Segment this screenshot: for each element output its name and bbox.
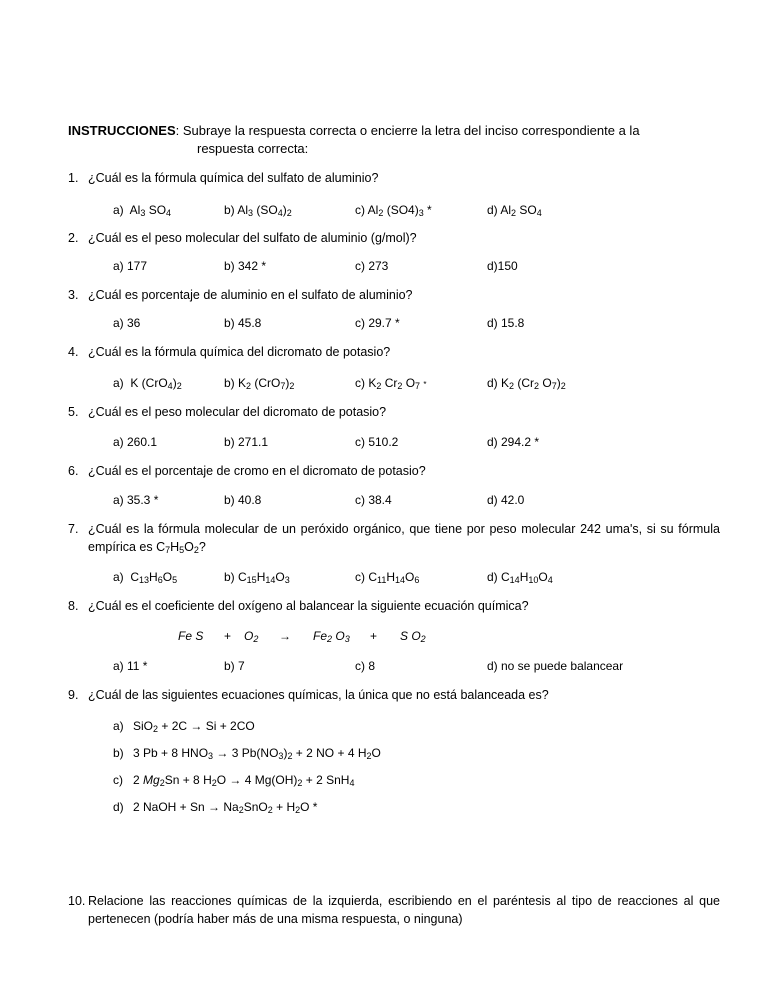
option-c[interactable]: c) 38.4 bbox=[355, 493, 392, 507]
option-d[interactable]: d)150 bbox=[487, 259, 518, 273]
eq-plus: + bbox=[224, 629, 232, 643]
option-c[interactable]: c) $C_{11}H_{14}O_6$ bbox=[355, 570, 420, 585]
option-c[interactable]: c) 273 bbox=[355, 259, 389, 273]
option-b[interactable]: b) 271.1 bbox=[224, 435, 269, 449]
question-7: 7. ¿Cuál es la fórmula molecular de un peróxido orgánico, que tiene por peso molecular 242 uma's, si su fórmula empírica es $C_7H_5O_2$? bbox=[68, 522, 720, 555]
equation-8 bbox=[0, 627, 768, 645]
arrow-icon: → bbox=[279, 629, 291, 643]
question-2-options bbox=[113, 257, 633, 275]
option-a[interactable]: a) 177 bbox=[113, 259, 148, 273]
option-a[interactable]: a) K $(CrO_4)_2$ bbox=[113, 376, 182, 391]
option-d[interactable]: d) $Al_2$ $SO_4$ bbox=[487, 203, 542, 218]
option-d[interactable]: d) 294.2 * bbox=[487, 435, 540, 449]
option-c[interactable]: c) $K_2$ $Cr_2$ $O_7$ * bbox=[355, 376, 427, 391]
question-7-text: ¿Cuál es la fórmula molecular de un peróxido orgánico, que tiene por peso molecular 242 uma's, si su fórmula empírica es $C_7H_5O_2$? bbox=[88, 522, 720, 555]
instructions-text-cont: respuesta correcta: bbox=[197, 141, 309, 156]
option-d[interactable]: d) 42.0 bbox=[487, 493, 525, 507]
question-3-options bbox=[113, 314, 633, 332]
eq-fe2o3: $Fe_2$ $O_3$ bbox=[313, 629, 350, 644]
instructions bbox=[68, 122, 720, 158]
question-7-options bbox=[113, 568, 633, 586]
eq-plus: + bbox=[370, 629, 378, 643]
option-b[interactable]: b) 7 bbox=[224, 659, 245, 673]
question-4-options bbox=[113, 374, 633, 392]
option-a[interactable]: a) $C_{13}H_6O_5$ bbox=[113, 570, 178, 585]
option-c[interactable]: c) $Al_2$ $(SO4)_3$ * bbox=[355, 203, 432, 218]
option-c[interactable]: c) 510.2 bbox=[355, 435, 399, 449]
option-b[interactable]: b) $Al_3$ $(SO_4)_2$ bbox=[224, 203, 292, 218]
option-a[interactable]: a) 35.3 * bbox=[113, 493, 159, 507]
question-6-options bbox=[113, 491, 633, 509]
option-a[interactable]: a) $Al_3$ $SO_4$ bbox=[113, 203, 172, 218]
eq-o2: $O_2$ bbox=[244, 629, 259, 644]
option-b[interactable]: b) $C_{15}H_{14}O_3$ bbox=[224, 570, 290, 585]
question-8-options bbox=[113, 657, 633, 675]
option-b[interactable]: b) 342 * bbox=[224, 259, 267, 273]
eq-fes: Fe S bbox=[178, 629, 204, 643]
question-5-options bbox=[113, 433, 633, 451]
question-1-options bbox=[113, 201, 633, 219]
question-10: 10. Relacione las reacciones químicas de la izquierda, escribiendo en el paréntesis al tipo de reacciones al que pertenecen (podría haber más de una misma respuesta, o ninguna) bbox=[68, 894, 720, 926]
option-b[interactable]: b) 40.8 bbox=[224, 493, 262, 507]
option-c[interactable]: c) 8 bbox=[355, 659, 376, 673]
worksheet-page: INSTRUCCIONES: Subraye la respuesta correcta o encierre la letra del inciso correspondiente a la respuesta correcta: 1. ¿Cuál es la fórmula química del sulfato de aluminio? a) $Al_3$ $SO_4$ b) $Al_3$ $(SO_4)_2$ c) $Al_2$ $(SO4)_3$ * d) $Al_2$ $SO_4$ 2. ¿Cuál es el peso molecular del sulfato de aluminio (g/mol)? a) 177 b) 342 * c) 273 d)150 3. ¿Cuál es porcentaje de aluminio en el sulfato de aluminio? a) 36 b) 45.8 c) 29.7 * d) 15.8 4. ¿Cuál es la fórmula química del dicromato de potasio? a) K $(CrO_4)_2$ b) $K_2$ $(CrO_7)_2$ c) $K_2$ $Cr_2$ $O_7$ * d) $K_2$ ($Cr_2$ $O_7)_2$ 5. ¿Cuál es el peso molecular del dicromato de potasio? a) 260.1 b) 271.1 c) 510.2 d) 294.2 * 6. ¿Cuál es el porcentaje de cromo en el dicromato de potasio? a) 35.3 * b) 40.8 c) 38.4 d) 42.0 7. ¿Cuál es la fórmula molecular de un peróxido orgánico, que tiene por peso molecular 242 uma's, si su fórmula empírica es $C_7H_5O_2$? a) $C_{13}H_6O_5$ b) $C_{15}H_{14}O_3$ c) $C_{11}H_{14}O_6$ d) $C_{14}H_{10}O_4$ 8. ¿Cuál es el coeficiente del oxígeno al balancear la siguiente ecuación química? Fe S + $O_2$ → $Fe_2$ $O_3$ + S $O_2$ a) 11 * b) 7 c) 8 d) no se puede balancear 9. ¿Cuál de las siguientes ecuaciones químicas, la única que no está balanceada es? a) SiO$_2$ + 2C → Si + 2CO b) 3 Pb + 8 $HNO_3 \to 3$ $Pb(NO_3)_2 + 2$ NO + 4 $H_2O$ c) 2 $Mg_2Sn + 8$ $H_2O \to 4$ $Mg(OH)_2 + 2$ SnH$_4$ d) 2 NaOH + $Sn \to Na_2SnO_2 + H_2O$ * 10. Relacione las reacciones químicas de la izquierda, escribiendo en el paréntesis al tipo de reacciones al que pertenecen (podría haber más de una misma respuesta, o ninguna) bbox=[0, 0, 768, 994]
instructions-label: INSTRUCCIONES bbox=[68, 123, 176, 138]
option-b[interactable]: b) $K_2$ $(CrO_7)_2$ bbox=[224, 376, 295, 391]
option-a[interactable]: a) 260.1 bbox=[113, 435, 158, 449]
option-a[interactable]: a) 36 bbox=[113, 316, 141, 330]
option-d[interactable]: d) 15.8 bbox=[487, 316, 525, 330]
option-d[interactable]: d) $K_2$ ($Cr_2$ $O_7)_2$ bbox=[487, 376, 566, 391]
option-d[interactable]: d) $C_{14}H_{10}O_4$ bbox=[487, 570, 553, 585]
option-c[interactable]: c) 29.7 * bbox=[355, 316, 400, 330]
option-d[interactable]: d) no se puede balancear bbox=[487, 659, 624, 673]
option-b[interactable]: b) 45.8 bbox=[224, 316, 262, 330]
option-a[interactable]: a) 11 * bbox=[113, 659, 148, 673]
eq-so2: S $O_2$ bbox=[400, 629, 426, 644]
instructions-text: : Subraye la respuesta correcta o encierre la letra del inciso correspondiente a la bbox=[175, 123, 640, 138]
